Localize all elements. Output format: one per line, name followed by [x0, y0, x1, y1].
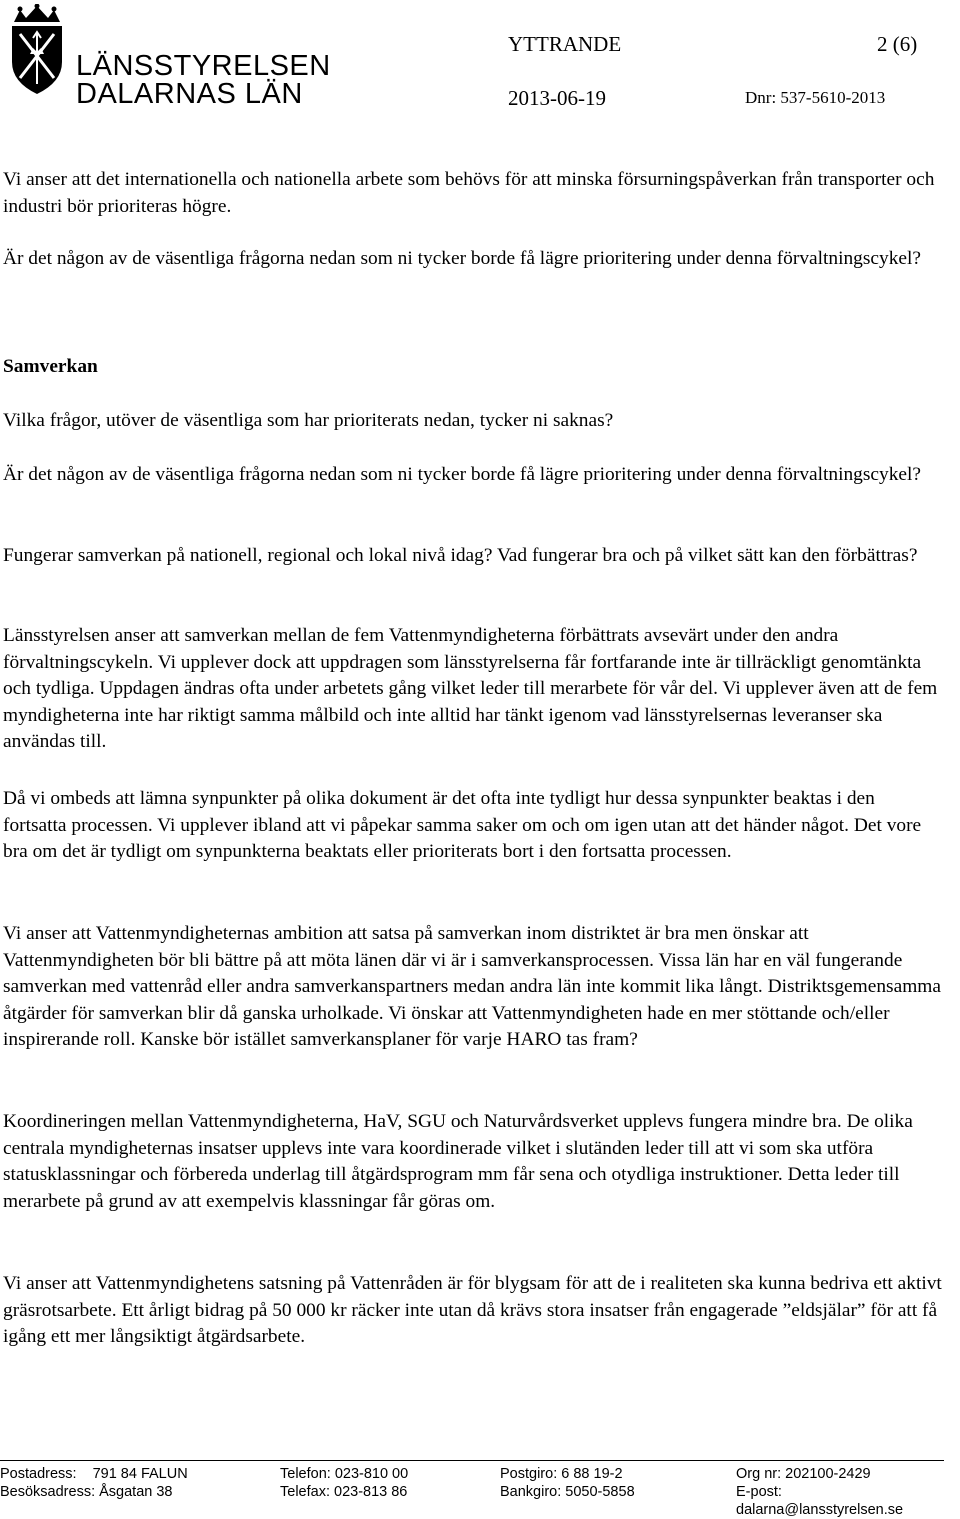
footer-phone [280, 1465, 408, 1501]
paragraph-ambition: Vi anser att Vattenmyndigheternas ambition att satsa på samverkan inom distriktet är bra men önskar att Vattenmyndigheten bör bli bättre på att möta länen där vi är i samverkansprocessen. Vissa län har en väl fungerande samverkan med vattenråd eller andra samverkanspartners medan andra län inte kommit lika långt. Distriktsgemensamma åtgärder för samverkan blir då ganska urholkade. Vi önskar att Vattenmyndigheten hade en mer stöttande och/eller inspirerande roll. Kanske bör istället samverkansplaner för varje HARO tas fram? [3, 923, 941, 1050]
footer-giro [500, 1465, 635, 1501]
paragraph-cooperation: Länsstyrelsen anser att samverkan mellan de fem Vattenmyndigheterna förbättrats avsevärt under den andra förvaltningscykeln. Vi upplever dock att uppdragen som länsstyrelserna får fortfarande inte är tillräckligt genomtänkta och tydliga. Uppdagen ändras ofta under arbetets gång vilket leder till merarbete för vår del. Vi upplever även att de fem myndigheterna inte har riktigt samma målbild och inte alltid har tänkt igenom vad länsstyrelsernas leveranser ska användas till. [3, 625, 938, 752]
paragraph-intro: Vi anser att det internationella och nationella arbete som behövs för att minska försurningspåverkan från transporter och industri bör prioriteras högre. [3, 169, 935, 217]
footer-telefax: Telefax: 023-813 86 [280, 1484, 408, 1500]
agency-logo [6, 4, 331, 110]
footer-postgiro: Postgiro: 6 88 19-2 [500, 1466, 623, 1482]
footer-address [0, 1465, 188, 1501]
paragraph-water-councils: Vi anser att Vattenmyndighetens satsning på Vattenråden är för blygsam för att de i realiteten ska kunna bedriva ett aktivt gräsrotsarbete. Ett årligt bidrag på 50 000 kr räcker inte utan då krävs stora insatser från engagerade ”eldsjälar” för att få igång ett mer långsiktigt åtgärdsarbete. [3, 1273, 942, 1347]
paragraph-feedback: Då vi ombeds att lämna synpunkter på olika dokument är det ofta inte tydligt hur dessa synpunkter beaktas i den fortsatta processen. Vi upplever ibland att vi påpekar samma saker om och om igen utan att det händer något. Det vore bra om det är tydligt om synpunkterna beaktats eller prioriterats bort i den fortsatta processen. [3, 788, 922, 862]
crown-crest-icon [6, 4, 68, 100]
logo-line2: DALARNAS LÄN [76, 78, 303, 110]
document-dnr: Dnr: 537-5610-2013 [745, 88, 886, 107]
question-missing: Vilka frågor, utöver de väsentliga som har prioriterats nedan, tycker ni saknas? [3, 410, 614, 431]
footer-email[interactable]: dalarna@lansstyrelsen.se [736, 1502, 904, 1518]
footer-postadress-label: Postadress: [0, 1466, 77, 1482]
footer-telephone: Telefon: 023-810 00 [280, 1466, 409, 1482]
footer-bankgiro: Bankgiro: 5050-5858 [500, 1484, 635, 1500]
paragraph-coordination: Koordineringen mellan Vattenmyndigheterna, HaV, SGU och Naturvårdsverket upplevs fungera mindre bra. De olika centrala myndigheternas insatser upplevs inte vara koordinerade vilket i slutänden leder till att vi som ska utföra statusklassningar och förbereda underlag till åtgärdsprogram mm får sena och otydliga instruktioner. Detta leder till merarbete på grund av att exempelvis klassningar får göras om. [3, 1111, 913, 1212]
document-date: 2013-06-19 [508, 86, 606, 110]
section-heading-samverkan: Samverkan [3, 356, 98, 377]
footer-orgnr: Org nr: 202100-2429 [736, 1466, 871, 1482]
footer-postadress: 791 84 FALUN [92, 1466, 188, 1482]
question-cooperation: Fungerar samverkan på nationell, regional och lokal nivå idag? Vad fungerar bra och på vilket sätt kan den förbättras? [3, 545, 918, 566]
question-lower-priority-1: Är det någon av de väsentliga frågorna nedan som ni tycker borde få lägre prioritering under denna förvaltningscykel? [3, 248, 922, 269]
logo-line1: LÄNSSTYRELSEN [76, 50, 331, 82]
question-lower-priority-2: Är det någon av de väsentliga frågorna nedan som ni tycker borde få lägre prioritering under denna förvaltningscykel? [3, 464, 922, 485]
footer-divider [0, 1460, 944, 1461]
page-number: 2 (6) [877, 32, 918, 56]
document-status: YTTRANDE [508, 32, 622, 56]
footer-org [736, 1465, 903, 1519]
footer-visiting-address: Besöksadress: Åsgatan 38 [0, 1484, 173, 1500]
footer-email-label: E-post: [736, 1484, 782, 1500]
